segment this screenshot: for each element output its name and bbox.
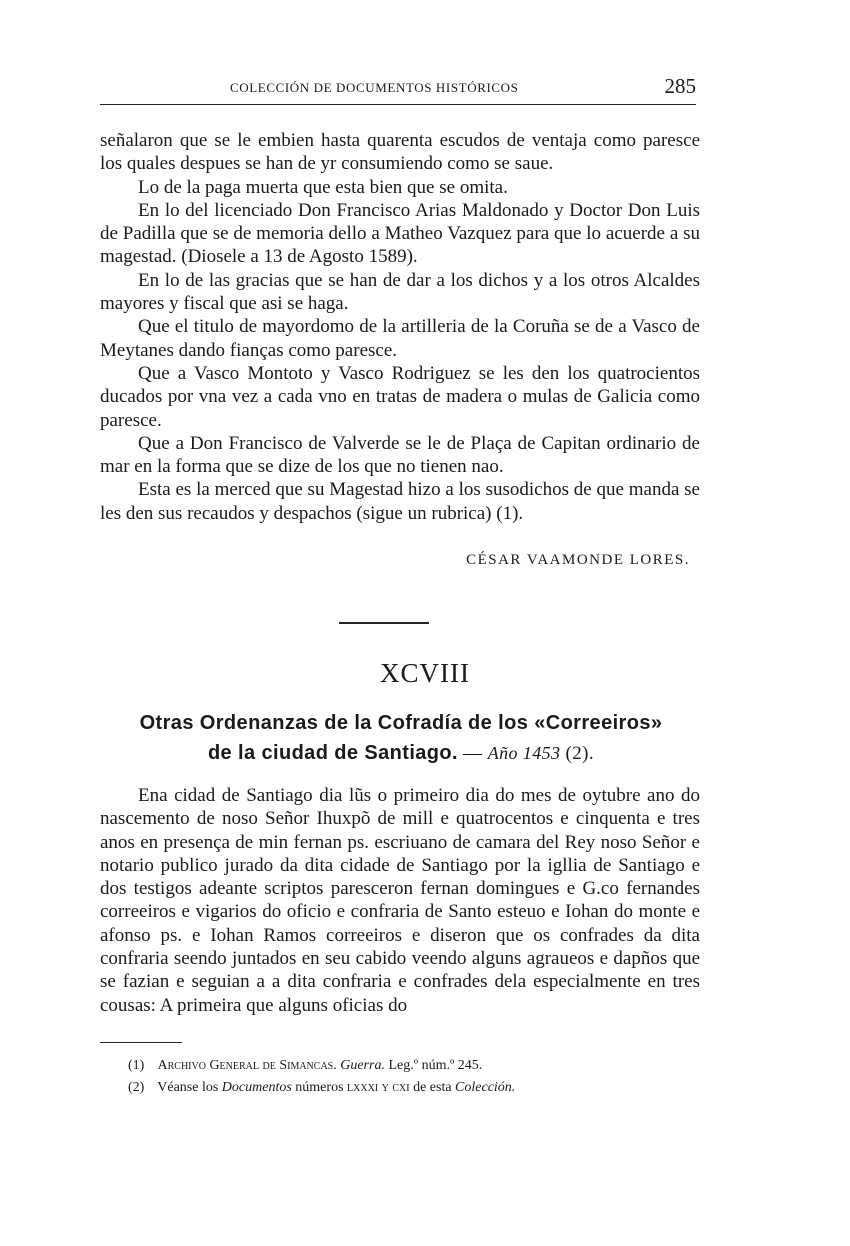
footnote-rule xyxy=(100,1042,182,1043)
footnote-2-col: Colección. xyxy=(455,1080,516,1095)
running-header xyxy=(100,72,700,102)
paragraph-1: señalaron que se le embien hasta quarenta escudos de ventaja como paresce los quales despues se han de yr consumiendo como se saue. xyxy=(100,130,700,175)
footnote-1 xyxy=(128,1055,728,1077)
footnotes xyxy=(128,1055,728,1099)
footnote-1-source: Archivo General de Simancas. xyxy=(157,1058,337,1073)
author-signature: CÉSAR VAAMONDE LORES. xyxy=(466,552,690,568)
header-rule xyxy=(100,104,696,105)
footnote-2-mark: (2) xyxy=(128,1080,145,1095)
footnote-2-docs: Documentos xyxy=(221,1080,292,1095)
footnote-1-series: Guerra. xyxy=(340,1058,385,1073)
footnote-1-mark: (1) xyxy=(128,1058,145,1073)
title-year: Año 1453 xyxy=(487,743,561,763)
footnote-2-pre: Véanse los xyxy=(157,1080,222,1095)
section-divider xyxy=(339,622,429,624)
footnote-2 xyxy=(128,1077,728,1099)
footnote-1-rest: Leg.º núm.º 245. xyxy=(384,1058,483,1073)
paragraph-5: Que el titulo de mayordomo de la artilleria de la Coruña se de a Vasco de Meytanes dando fianças como paresce. xyxy=(100,316,700,361)
paragraph-2: Lo de la paga muerta que esta bien que se omita. xyxy=(138,176,508,198)
paragraph-8: Esta es la merced que su Magestad hizo a los susodichos de que manda se les den sus recaudos y despachos (sigue un rubrica) (1). xyxy=(100,479,700,524)
running-title: COLECCIÓN DE DOCUMENTOS HISTÓRICOS xyxy=(230,80,519,95)
paragraph-4: En lo de las gracias que se han de dar a los dichos y a los otros Alcaldes mayores y fiscal que asi se haga. xyxy=(100,269,700,315)
title-footnote-ref: (2). xyxy=(560,743,595,764)
paragraph-ordinance: Ena cidad de Santiago dia lũs o primeiro dia do mes de oytubre ano do nascemento de noso Señor Ihuxpõ de mill e quatrocentos e cinquenta e tres anos en presença de min fernan ps. escriuano de camara del Rey noso Señor e notario publico jurado da dita cidade de Santiago por la igllia de Santiago e dos testigos adeante scriptos paresceron fernan domingues e G.co fernandes correeiros e vigarios do oficio e confraria de Santo esteuo e Iohan do monte e afonso ps. e Iohan Ramos correeiros e diseron que os confrades da dita confraria seendo juntados en seu cabido veendo alguns agraueos e dapños que se fazian e seguian a a dita confraria e confrades dela especialmente en tres cousas: A primeira que alguns oficias do xyxy=(100,785,700,1016)
text-block-2 xyxy=(100,784,700,1017)
section-number: XCVIII xyxy=(380,658,470,688)
page-number: 285 xyxy=(664,74,696,98)
paragraph-6: Que a Vasco Montoto y Vasco Rodriguez se les den los quatrocientos ducados por vna vez a cada vno en tratas de madera o mulas de Galicia como paresce. xyxy=(100,362,700,431)
document-title xyxy=(96,708,706,769)
footnote-2-nums: lxxxi y cxi xyxy=(347,1080,410,1095)
title-line-2-text: de la ciudad de Santiago. xyxy=(207,742,458,764)
text-block-1 xyxy=(100,129,700,525)
title-line-1: Otras Ordenanzas de la Cofradía de los «Correeiros» xyxy=(139,712,663,734)
footnote-2-mid: números xyxy=(291,1080,348,1095)
footnote-2-post: de esta xyxy=(409,1080,456,1095)
paragraph-7: Que a Don Francisco de Valverde se le de Plaça de Capitan ordinario de mar en la forma que se dize de los que no tienen nao. xyxy=(100,432,700,478)
title-dash: — xyxy=(458,743,488,764)
paragraph-3: En lo del licenciado Don Francisco Arias Maldonado y Doctor Don Luis de Padilla que se de memoria dello a Matheo Vazquez para que lo acuerde a su magestad. (Diosele a 13 de Agosto 1589). xyxy=(100,199,700,268)
title-line-2 xyxy=(96,738,706,769)
